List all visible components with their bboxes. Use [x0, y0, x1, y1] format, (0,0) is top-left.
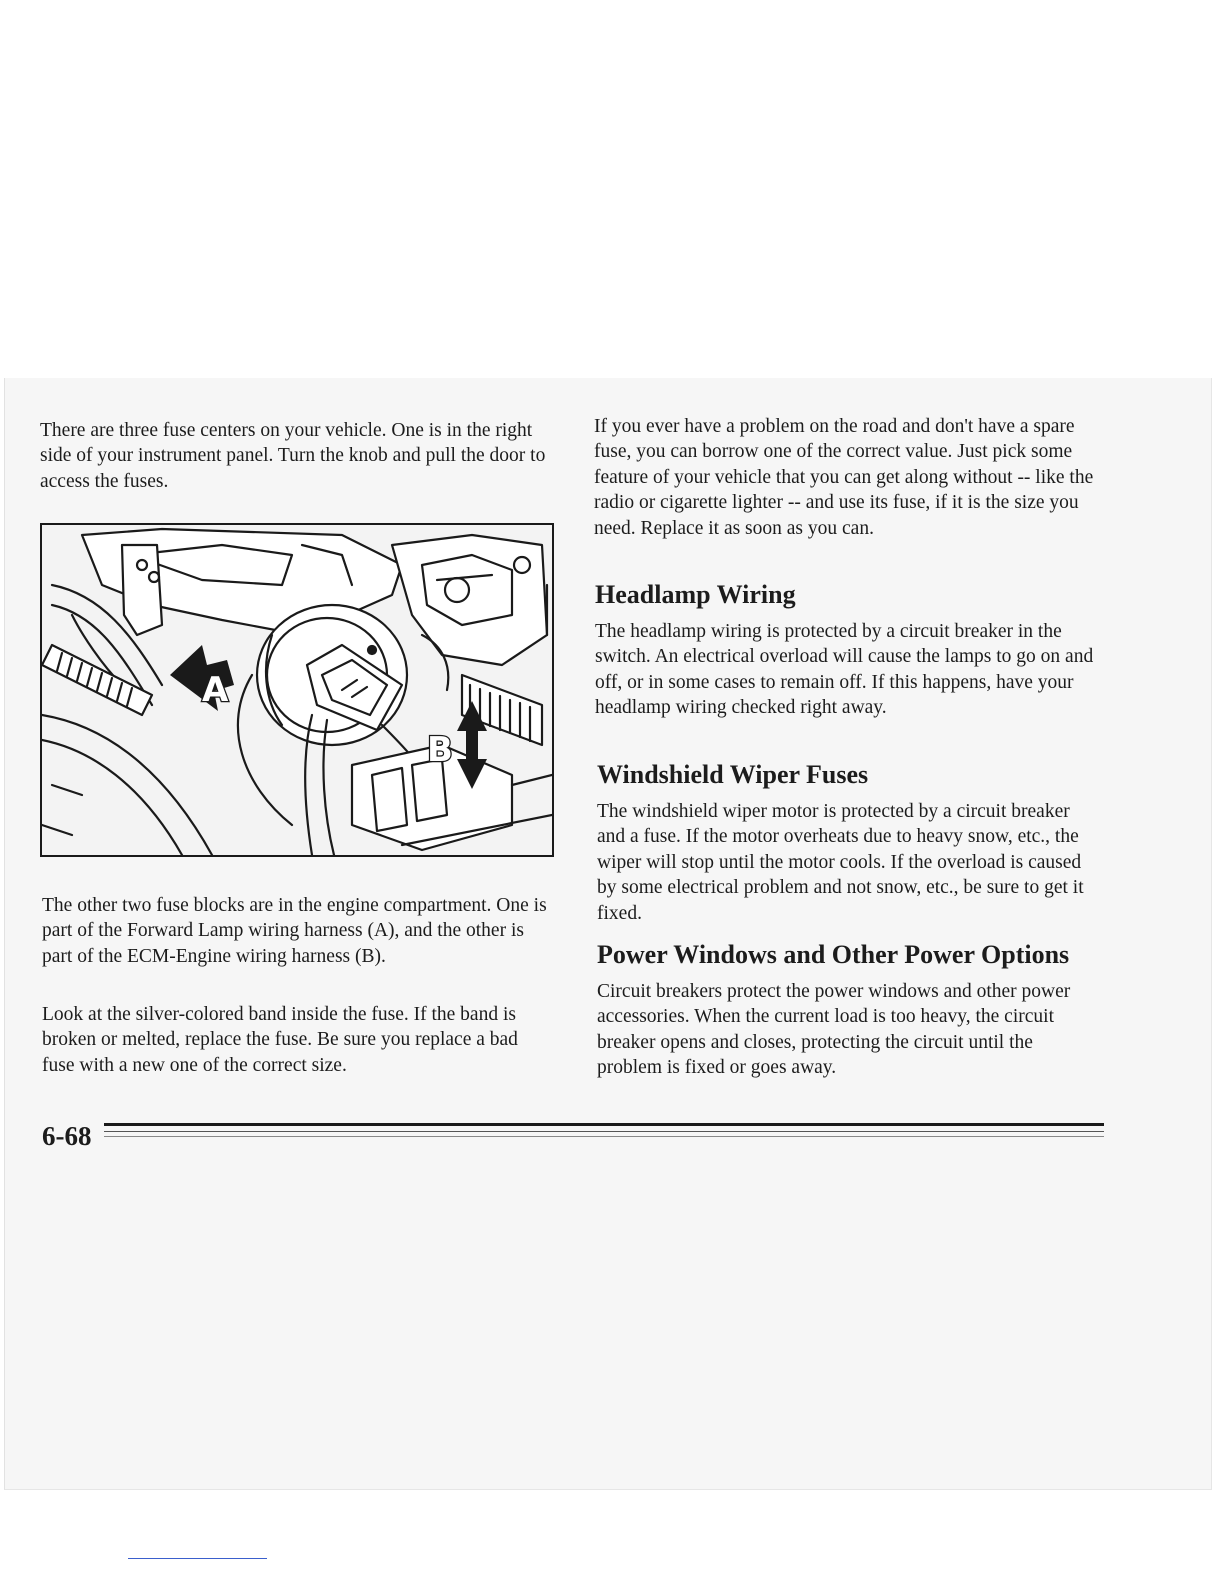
heading-power-windows: Power Windows and Other Power Options — [597, 940, 1070, 969]
label-a: A — [202, 670, 229, 710]
footer-rule-thin-secondary — [104, 1136, 1104, 1137]
spare-fuse-paragraph: If you ever have a problem on the road and don't have a spare fuse, you can borrow one of the correct value. Just pick some feature of your vehicle that you can get along without -- like the radio or cigarette lighter -- and use its fuse, if it is the size you need. Replace it as soon as you can. — [594, 416, 1094, 539]
heading-headlamp-wiring: Headlamp Wiring — [595, 580, 796, 609]
windshield-wiper-paragraph: The windshield wiper motor is protected by a circuit breaker and a fuse. If the motor overheats due to heavy snow, etc., the wiper will stop until the motor cools. If the overload is caused by some electrical problem and not snow, etc., be sure to get it fixed. — [597, 801, 1084, 924]
silver-band-paragraph: Look at the silver-colored band inside the fuse. If the band is broken or melted, replace the fuse. Be sure you replace a bad fuse with a new one of the correct size. — [42, 1004, 518, 1076]
footer-rule — [104, 1123, 1104, 1126]
heading-windshield-wiper-fuses: Windshield Wiper Fuses — [597, 760, 869, 789]
footer-rule-thin — [104, 1131, 1104, 1132]
engine-fuse-illustration — [40, 523, 554, 857]
headlamp-wiring-paragraph: The headlamp wiring is protected by a circuit breaker in the switch. An electrical overload will cause the lamps to go on and off, or in some cases to remain off. If this happens, have your headlamp wiring checked right away. — [595, 621, 1094, 719]
intro-paragraph: There are three fuse centers on your vehicle. One is in the right side of your instrument panel. Turn the knob and pull the door to access the fuses. — [40, 420, 546, 492]
engine-fuse-blocks-paragraph: The other two fuse blocks are in the engine compartment. One is part of the Forward Lamp wiring harness (A), and the other is part of the ECM-Engine wiring harness (B). — [42, 895, 547, 967]
engine-compartment-drawing — [42, 525, 552, 855]
label-b: B — [427, 730, 453, 770]
bottom-link-underline — [128, 1558, 267, 1559]
power-windows-paragraph: Circuit breakers protect the power windows and other power accessories. When the current load is too heavy, the circuit breaker opens and closes, protecting the circuit until the problem is fixed or goes away. — [597, 981, 1071, 1079]
page-number: 6-68 — [42, 1121, 92, 1151]
